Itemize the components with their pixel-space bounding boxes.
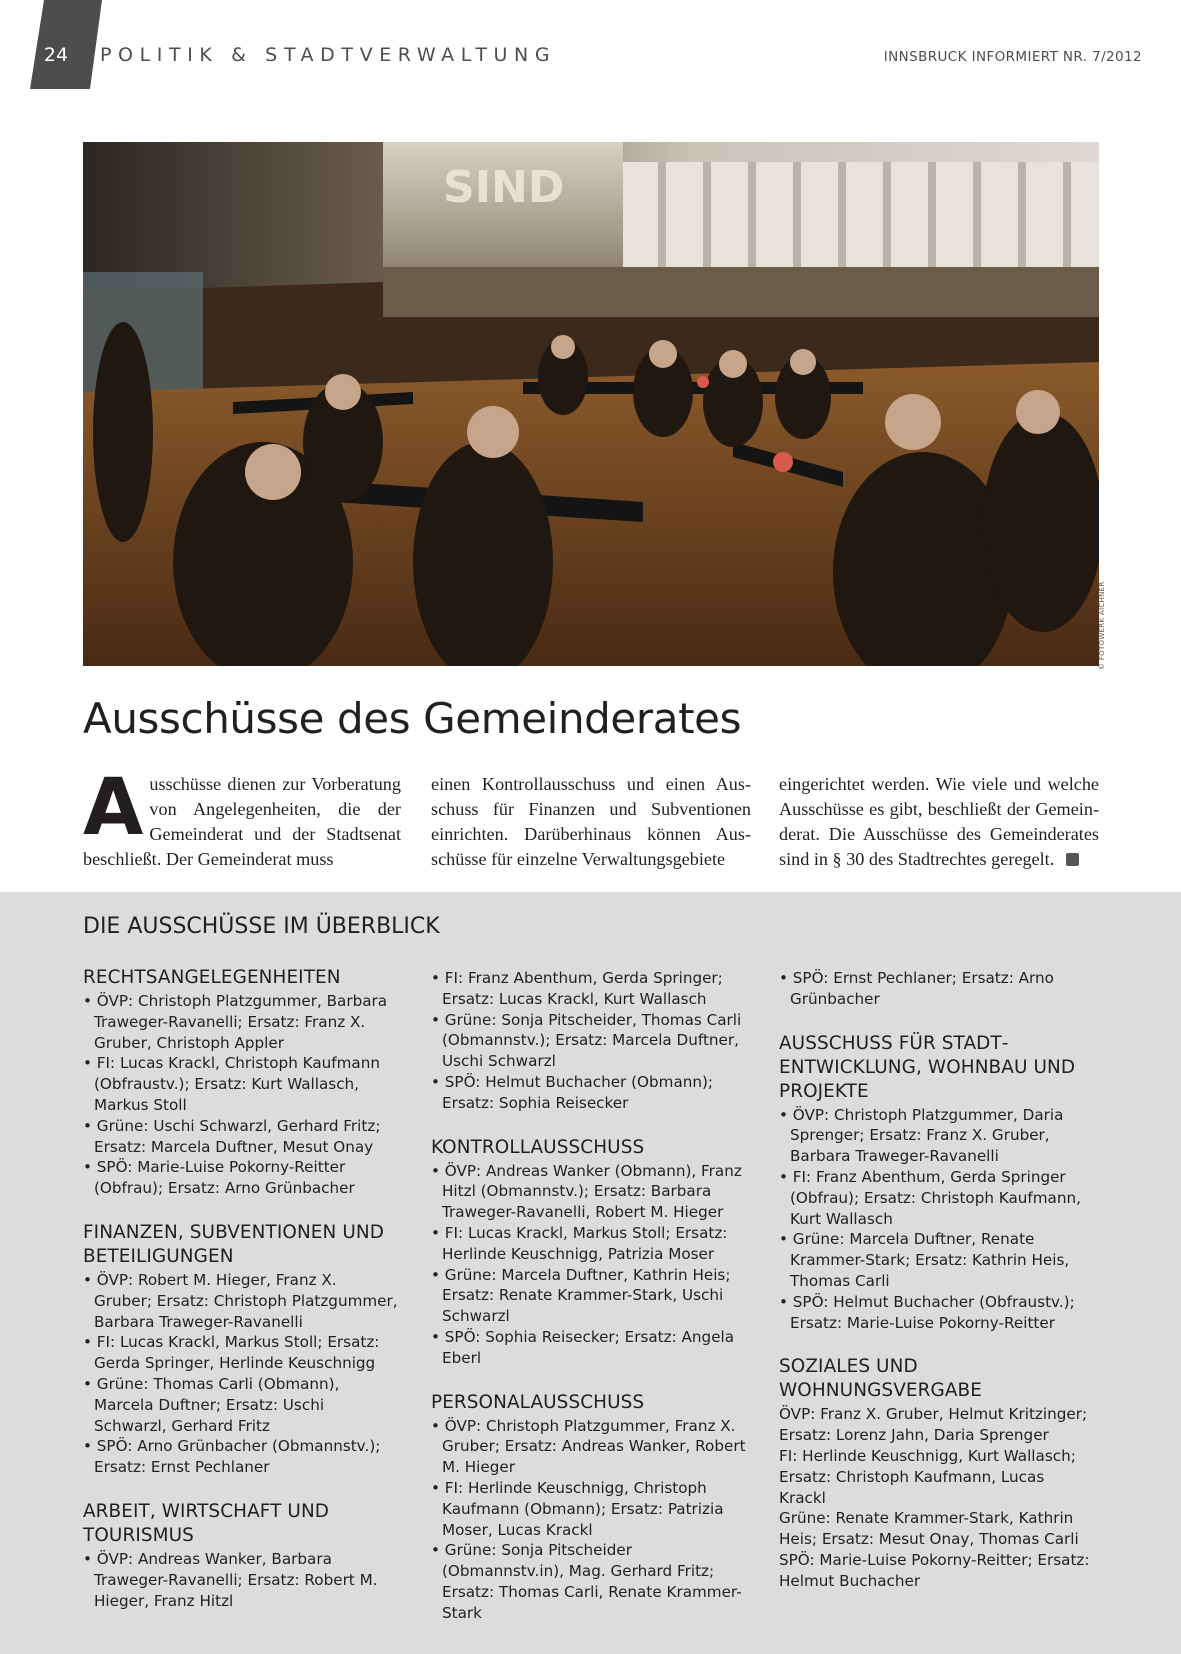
member-entry: • FI: Lucas Krackl, Markus Stoll; Ersatz: Gerda Springer, Herlinde Keuschnigg [83, 1332, 399, 1374]
member-entry: • Grüne: Marcela Duftner, Kathrin Heis; Ersatz: Renate Krammer-Stark, Uschi Schwarzl [431, 1265, 747, 1327]
member-list [779, 1404, 1095, 1591]
overview-column-3 [779, 968, 1095, 1614]
committee-title: FINANZEN, SUBVENTIONEN UND BETEILIGUNGEN [83, 1221, 384, 1267]
wall-sign: SIND [443, 162, 565, 213]
member-entry: ÖVP: Franz X. Gruber, Helmut Kritzinger; Ersatz: Lorenz Jahn, Daria Sprenger [779, 1405, 1088, 1445]
member-entry: • SPÖ: Marie-Luise Pokorny-Reitter (Obfrau); Ersatz: Arno Grünbacher [83, 1157, 399, 1199]
end-of-article-mark [1066, 853, 1079, 866]
member-list [83, 1549, 399, 1611]
member-entry: • Grüne: Marcela Duftner, Renate Krammer-Stark; Ersatz: Kathrin Heis, Thomas Carli [779, 1229, 1095, 1291]
member-entry: • Grüne: Sonja Pitscheider (Obmannstv.in), Mag. Gerhard Fritz; Ersatz: Thomas Carli, Renate Krammer-Stark [431, 1540, 747, 1623]
member-entry: • SPÖ: Helmut Buchacher (Obfraustv.); Ersatz: Marie-Luise Pokorny-Reitter [779, 1292, 1095, 1334]
committee-arbeit-continued [431, 968, 747, 1114]
member-entry: • ÖVP: Christoph Platzgummer, Franz X. Gruber; Ersatz: Andreas Wanker, Robert M. Hieger [431, 1416, 747, 1478]
committee-kontrollausschuss [431, 1136, 747, 1369]
member-entry: • SPÖ: Ernst Pechlaner; Ersatz: Arno Grünbacher [779, 968, 1095, 1010]
article-headline: Ausschüsse des Gemeinderates [83, 694, 742, 743]
council-chamber-photo [83, 142, 1099, 666]
committee-finanzen [83, 1221, 399, 1478]
member-list [83, 991, 399, 1199]
member-entry: • FI: Herlinde Keuschnigg, Christoph Kaufmann (Obmann); Ersatz: Patrizia Moser, Lucas Krackl [431, 1478, 747, 1540]
committee-personalausschuss [431, 1391, 747, 1624]
overview-column-2 [431, 968, 747, 1646]
committee-arbeit-wirtschaft-tourismus [83, 1500, 399, 1611]
committee-title: AUSSCHUSS FÜR STADTENTWICKLUNG, WOHNBAU UND PROJEKTE [779, 1032, 1076, 1102]
overview-title: DIE AUSSCHÜSSE IM ÜBERBLICK [83, 914, 440, 939]
committee-title: ARBEIT, WIRTSCHAFT UND TOURISMUS [83, 1500, 330, 1546]
member-list [431, 1416, 747, 1624]
intro-column-2: einen Kontrollausschuss und einen Ausschuss für Finanzen und Subventionen einrichten. Darüberhinaus können Ausschüsse für einzelne Verwaltungsgebiete [431, 774, 751, 869]
member-entry: • ÖVP: Andreas Wanker, Barbara Traweger-Ravanelli; Ersatz: Robert M. Hieger, Franz Hitzl [83, 1549, 399, 1611]
committee-stadtentwicklung [779, 1032, 1095, 1334]
intro-column-1 [83, 763, 401, 872]
committee-personal-continued [779, 968, 1095, 1010]
member-entry: • SPÖ: Arno Grünbacher (Obmannstv.); Ersatz: Ernst Pechlaner [83, 1436, 399, 1478]
member-entry: • Grüne: Sonja Pitscheider, Thomas Carli (Obmannstv.); Ersatz: Marcela Duftner, Uschi Schwarzl [431, 1010, 747, 1072]
member-entry: FI: Herlinde Keuschnigg, Kurt Wallasch; Ersatz: Christoph Kaufmann, Lucas Krackl [779, 1446, 1076, 1507]
member-entry: • FI: Lucas Krackl, Christoph Kaufmann (Obfraustv.); Ersatz: Kurt Wallasch, Markus Stoll [83, 1053, 399, 1115]
member-entry: Grüne: Renate Krammer-Stark, Kathrin Heis; Ersatz: Mesut Onay, Thomas Carli [779, 1509, 1079, 1549]
member-entry: SPÖ: Marie-Luise Pokorny-Reitter; Ersatz: Helmut Buchacher [779, 1550, 1090, 1590]
member-entry: • Grüne: Thomas Carli (Obmann), Marcela Duftner; Ersatz: Uschi Schwarzl, Gerhard Fritz [83, 1374, 399, 1436]
member-entry: • ÖVP: Christoph Platzgummer, Daria Sprenger; Ersatz: Franz X. Gruber, Barbara Traweger-Ravanelli [779, 1105, 1095, 1167]
member-entry: • FI: Lucas Krackl, Markus Stoll; Ersatz: Herlinde Keuschnigg, Patrizia Moser [431, 1223, 747, 1265]
member-entry: • ÖVP: Christoph Platzgummer, Barbara Traweger-Ravanelli; Ersatz: Franz X. Gruber, Christoph Appler [83, 991, 399, 1053]
mid-wall [383, 267, 1099, 317]
page-number: 24 [43, 44, 69, 66]
member-list [431, 1161, 747, 1369]
member-entry: • SPÖ: Helmut Buchacher (Obmann); Ersatz: Sophia Reisecker [431, 1072, 747, 1114]
committee-soziales-wohnungsvergabe [779, 1355, 1095, 1591]
member-entry: • FI: Franz Abenthum, Gerda Springer (Obfrau); Ersatz: Christoph Kaufmann, Kurt Wallasch [779, 1167, 1095, 1229]
issue-label: INNSBRUCK INFORMIERT NR. 7/2012 [883, 49, 1142, 65]
committee-title: RECHTSANGELEGENHEITEN [83, 967, 341, 988]
right-windows [623, 162, 1099, 272]
section-title: POLITIK & STADTVERWALTUNG [100, 44, 557, 66]
member-entry: • FI: Franz Abenthum, Gerda Springer; Ersatz: Lucas Krackl, Kurt Wallasch [431, 968, 747, 1010]
intro-text-3: eingerichtet werden. Wie viele und welche Ausschüsse es gibt, beschließt der Gemeinderat. Die Ausschüsse des Gemeinderates sind in § 30 des Stadtrechtes geregelt. [779, 774, 1099, 869]
member-list [431, 968, 747, 1114]
committee-rechtsangelegenheiten [83, 966, 399, 1199]
photo-credit: © FOTOWERK AICHNER [1098, 581, 1106, 670]
member-entry: • SPÖ: Sophia Reisecker; Ersatz: Angela Eberl [431, 1327, 747, 1369]
intro-text-1: usschüsse dienen zur Vorberatung von Angelegenheiten, die der Gemeinderat und der Stadtsenat beschließt. Der Gemeinderat muss [83, 774, 401, 869]
committee-title: PERSONALAUSSCHUSS [431, 1391, 645, 1413]
committee-title: SOZIALES UND WOHNUNGSVERGABE [779, 1356, 982, 1402]
member-list [779, 1105, 1095, 1334]
drop-cap: A [83, 763, 144, 853]
committee-title: KONTROLLAUSSCHUSS [431, 1136, 645, 1158]
member-entry: • Grüne: Uschi Schwarzl, Gerhard Fritz; Ersatz: Marcela Duftner, Mesut Onay [83, 1116, 399, 1158]
overview-column-1 [83, 966, 399, 1633]
council-chamber-illustration [83, 142, 1099, 666]
member-entry: • ÖVP: Andreas Wanker (Obmann), Franz Hitzl (Obmannstv.); Ersatz: Barbara Traweger-Ravanelli, Robert M. Hieger [431, 1161, 747, 1223]
member-list [83, 1270, 399, 1478]
member-entry: • ÖVP: Robert M. Hieger, Franz X. Gruber; Ersatz: Christoph Platzgummer, Barbara Traweger-Ravanelli [83, 1270, 399, 1332]
member-list [779, 968, 1095, 1010]
intro-column-3 [779, 772, 1099, 872]
